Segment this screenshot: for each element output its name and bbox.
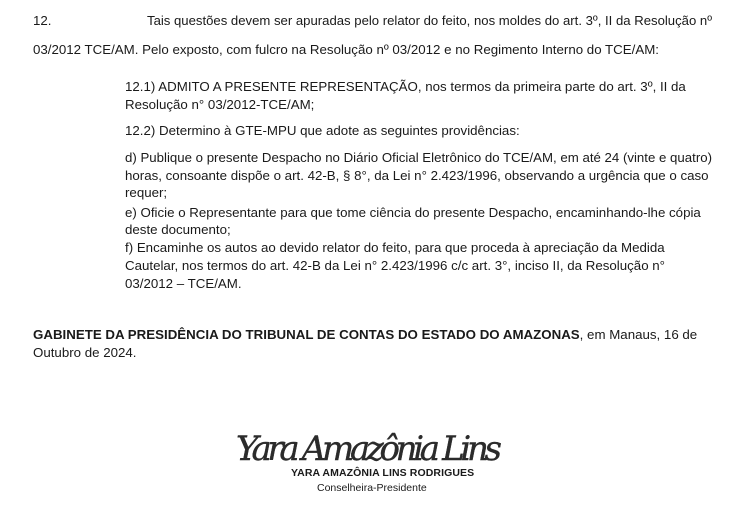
item-d-line-1: d) Publique o presente Despacho no Diário Oficial Eletrônico do TCE/AM, em até 24 (vinte e quatro) xyxy=(125,150,712,165)
paragraph-12-line-1: Tais questões devem ser apuradas pelo relator do feito, nos moldes do art. 3º, II da Resolução nº xyxy=(147,13,712,28)
paragraph-12-line-2: 03/2012 TCE/AM. Pelo exposto, com fulcro na Resolução nº 03/2012 e no Regimento Interno do TCE/AM: xyxy=(33,42,659,57)
item-d-line-3: requer; xyxy=(125,185,168,200)
paragraph-number: 12. xyxy=(33,13,52,28)
item-d-line-2: horas, consoante dispõe o art. 42-B, § 8°, da Lei n° 2.423/1996, observando a urgência que o caso xyxy=(125,168,709,183)
item-e-line-2: deste documento; xyxy=(125,222,231,237)
item-e-line-1: e) Oficie o Representante para que tome ciência do presente Despacho, encaminhando-lhe cópia xyxy=(125,205,701,220)
closing-institution: GABINETE DA PRESIDÊNCIA DO TRIBUNAL DE CONTAS DO ESTADO DO AMAZONAS xyxy=(33,327,580,342)
closing-line-1 xyxy=(33,326,697,344)
signature-script: Yara Amazônia Lins xyxy=(236,429,502,469)
item-12-1-line-1: 12.1) ADMITO A PRESENTE REPRESENTAÇÃO, nos termos da primeira parte do art. 3º, II da xyxy=(125,79,686,94)
closing-place-date: , em Manaus, 16 de xyxy=(579,327,698,342)
item-f-line-3: 03/2012 – TCE/AM. xyxy=(125,276,242,291)
item-12-1-line-2: Resolução n° 03/2012-TCE/AM; xyxy=(125,97,315,112)
closing-line-2: Outubro de 2024. xyxy=(33,345,137,360)
item-f-line-1: f) Encaminhe os autos ao devido relator do feito, para que proceda à apreciação da Medida xyxy=(125,240,665,255)
signatory-role: Conselheira-Presidente xyxy=(317,482,427,494)
signatory-name: YARA AMAZÔNIA LINS RODRIGUES xyxy=(291,467,475,479)
item-f-line-2: Cautelar, nos termos do art. 42-B da Lei n° 2.423/1996 c/c art. 3°, inciso II, da Resolução n° xyxy=(125,258,666,273)
item-12-2: 12.2) Determino à GTE-MPU que adote as seguintes providências: xyxy=(125,123,520,138)
